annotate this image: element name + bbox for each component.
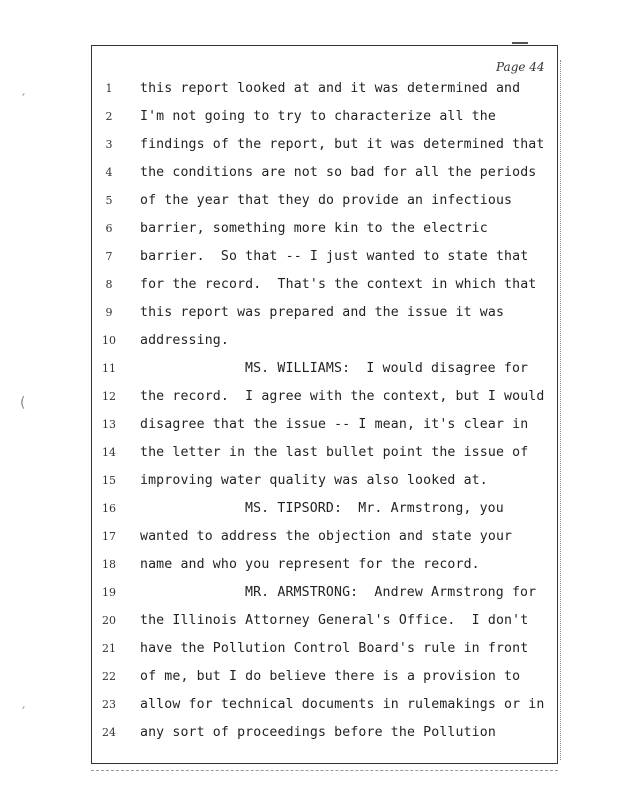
speaker-line-text: MR. ARMSTRONG: Andrew Armstrong for (245, 585, 537, 600)
line-text: allow for technical documents in rulemakings or in (140, 697, 545, 712)
line-number: 8 (105, 278, 113, 291)
line-number: 2 (105, 110, 113, 123)
line-number: 15 (102, 474, 116, 487)
line-text: any sort of proceedings before the Pollution (140, 725, 496, 740)
line-text: for the record. That's the context in which that (140, 277, 537, 292)
line-number: 1 (105, 82, 113, 95)
line-number: 9 (105, 306, 113, 319)
line-number: 7 (105, 250, 113, 263)
line-text: barrier. So that -- I just wanted to state that (140, 249, 529, 264)
line-number: 16 (102, 502, 116, 515)
line-text: I'm not going to try to characterize all the (140, 109, 496, 124)
speaker-line-text: MS. WILLIAMS: I would disagree for (245, 361, 529, 376)
line-number: 6 (105, 222, 113, 235)
line-number: 11 (102, 362, 116, 375)
margin-smudge-icon: ′ (22, 705, 26, 721)
line-number: 18 (102, 558, 116, 571)
bottom-rule (91, 770, 558, 771)
line-number: 14 (102, 446, 116, 459)
line-number: 19 (102, 586, 116, 599)
line-number: 10 (102, 334, 116, 347)
line-text: this report looked at and it was determined and (140, 81, 521, 96)
line-text: wanted to address the objection and state your (140, 529, 513, 544)
line-number: 21 (102, 642, 116, 655)
line-text: addressing. (140, 333, 229, 348)
line-number: 12 (102, 390, 116, 403)
line-number: 3 (105, 138, 113, 151)
speaker-line-text: MS. TIPSORD: Mr. Armstrong, you (245, 501, 504, 516)
transcript-frame (91, 45, 558, 764)
line-text: of the year that they do provide an infectious (140, 193, 513, 208)
line-number: 5 (105, 194, 113, 207)
right-margin-rule (557, 60, 561, 760)
line-text: the conditions are not so bad for all the periods (140, 165, 537, 180)
line-text: of me, but I do believe there is a provision to (140, 669, 521, 684)
line-text: this report was prepared and the issue it was (140, 305, 505, 320)
line-text: disagree that the issue -- I mean, it's clear in (140, 417, 529, 432)
line-text: barrier, something more kin to the electric (140, 221, 488, 236)
page-number-header: Page 44 (496, 60, 545, 74)
line-number: 17 (102, 530, 116, 543)
line-text: findings of the report, but it was determined that (140, 137, 545, 152)
line-number: 24 (102, 726, 116, 739)
line-text: have the Pollution Control Board's rule in front (140, 641, 529, 656)
line-text: the record. I agree with the context, but I would (140, 389, 545, 404)
line-text: name and who you represent for the record. (140, 557, 480, 572)
line-text: improving water quality was also looked at. (140, 473, 488, 488)
margin-smudge-icon: ′ (22, 92, 26, 108)
line-number: 23 (102, 698, 116, 711)
margin-smudge-icon: ( (20, 395, 26, 411)
line-text: the Illinois Attorney General's Office. I don't (140, 613, 529, 628)
line-text: the letter in the last bullet point the issue of (140, 445, 529, 460)
line-number: 13 (102, 418, 116, 431)
top-tick-mark (512, 42, 528, 44)
line-number: 22 (102, 670, 116, 683)
line-number: 20 (102, 614, 116, 627)
line-number: 4 (105, 166, 113, 179)
